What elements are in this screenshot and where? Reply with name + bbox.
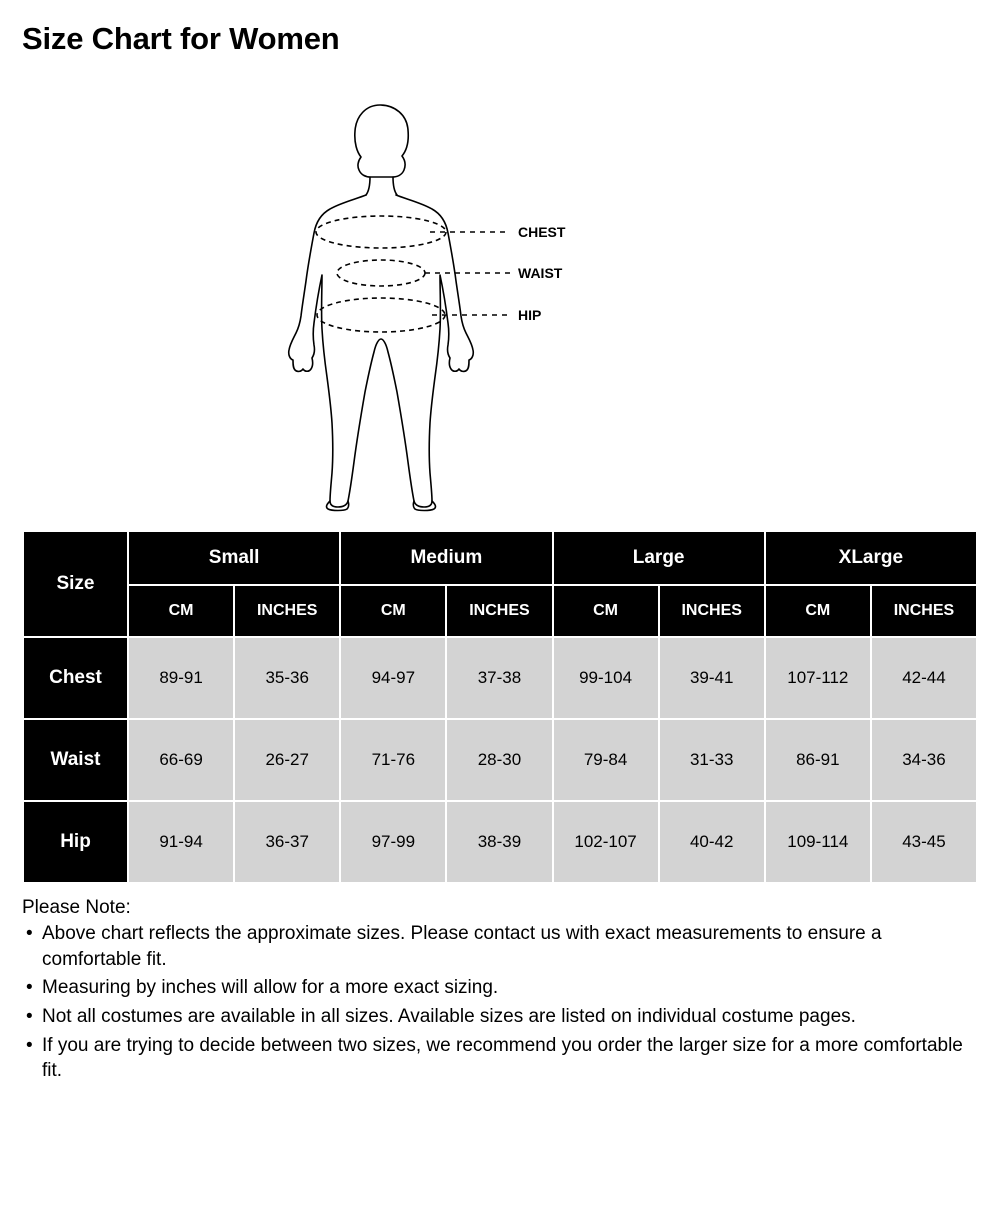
chest-label: CHEST bbox=[518, 224, 566, 241]
table-header-row-groups bbox=[23, 531, 977, 585]
header-group-medium: Medium bbox=[340, 531, 552, 585]
row-label-chest: Chest bbox=[23, 637, 128, 719]
cell-waist-medium-inches: 28-30 bbox=[446, 719, 552, 801]
note-item: • If you are trying to decide between two sizes, we recommend you order the larger size for a more comfortable fit. bbox=[22, 1033, 978, 1084]
table-row bbox=[23, 801, 977, 883]
cell-waist-xlarge-inches: 34-36 bbox=[871, 719, 977, 801]
table-row bbox=[23, 719, 977, 801]
cell-chest-small-inches: 35-36 bbox=[234, 637, 340, 719]
cell-hip-small-cm: 91-94 bbox=[128, 801, 234, 883]
table-header-row-units bbox=[23, 585, 977, 637]
body-measurement-diagram bbox=[22, 67, 978, 522]
table-row bbox=[23, 637, 977, 719]
cell-waist-small-inches: 26-27 bbox=[234, 719, 340, 801]
cell-waist-xlarge-cm: 86-91 bbox=[765, 719, 871, 801]
header-unit-large-inches: INCHES bbox=[659, 585, 765, 637]
header-group-small: Small bbox=[128, 531, 340, 585]
header-unit-xlarge-cm: CM bbox=[765, 585, 871, 637]
notes-section bbox=[22, 898, 978, 1084]
size-chart-table bbox=[22, 530, 978, 884]
header-size: Size bbox=[23, 531, 128, 637]
waist-measure-ellipse bbox=[337, 260, 425, 286]
cell-hip-large-cm: 102-107 bbox=[553, 801, 659, 883]
cell-chest-large-inches: 39-41 bbox=[659, 637, 765, 719]
note-item: • Above chart reflects the approximate sizes. Please contact us with exact measurements to ensure a comfortable fit. bbox=[22, 921, 978, 972]
header-unit-xlarge-inches: INCHES bbox=[871, 585, 977, 637]
female-body-outline-icon bbox=[180, 67, 820, 512]
hip-measure-ellipse bbox=[317, 298, 445, 332]
note-item: • Not all costumes are available in all sizes. Available sizes are listed on individual costume pages. bbox=[22, 1004, 978, 1030]
cell-chest-xlarge-inches: 42-44 bbox=[871, 637, 977, 719]
cell-hip-small-inches: 36-37 bbox=[234, 801, 340, 883]
row-label-waist: Waist bbox=[23, 719, 128, 801]
notes-list bbox=[22, 921, 978, 1084]
cell-hip-xlarge-cm: 109-114 bbox=[765, 801, 871, 883]
cell-hip-large-inches: 40-42 bbox=[659, 801, 765, 883]
cell-waist-large-cm: 79-84 bbox=[553, 719, 659, 801]
cell-chest-xlarge-cm: 107-112 bbox=[765, 637, 871, 719]
chest-measure-ellipse bbox=[316, 216, 446, 248]
cell-waist-small-cm: 66-69 bbox=[128, 719, 234, 801]
cell-hip-xlarge-inches: 43-45 bbox=[871, 801, 977, 883]
header-group-xlarge: XLarge bbox=[765, 531, 977, 585]
row-label-hip: Hip bbox=[23, 801, 128, 883]
cell-chest-medium-inches: 37-38 bbox=[446, 637, 552, 719]
cell-waist-medium-cm: 71-76 bbox=[340, 719, 446, 801]
notes-heading: Please Note: bbox=[22, 897, 131, 919]
cell-chest-small-cm: 89-91 bbox=[128, 637, 234, 719]
cell-waist-large-inches: 31-33 bbox=[659, 719, 765, 801]
hip-label: HIP bbox=[518, 307, 542, 324]
header-group-large: Large bbox=[553, 531, 765, 585]
header-unit-small-cm: CM bbox=[128, 585, 234, 637]
cell-hip-medium-inches: 38-39 bbox=[446, 801, 552, 883]
cell-hip-medium-cm: 97-99 bbox=[340, 801, 446, 883]
note-item: • Measuring by inches will allow for a more exact sizing. bbox=[22, 975, 978, 1001]
header-unit-medium-cm: CM bbox=[340, 585, 446, 637]
cell-chest-large-cm: 99-104 bbox=[553, 637, 659, 719]
header-unit-small-inches: INCHES bbox=[234, 585, 340, 637]
waist-label: WAIST bbox=[518, 265, 563, 282]
header-unit-medium-inches: INCHES bbox=[446, 585, 552, 637]
cell-chest-medium-cm: 94-97 bbox=[340, 637, 446, 719]
page-title: Size Chart for Women bbox=[22, 21, 340, 56]
header-unit-large-cm: CM bbox=[553, 585, 659, 637]
size-chart-page bbox=[0, 20, 1000, 1214]
